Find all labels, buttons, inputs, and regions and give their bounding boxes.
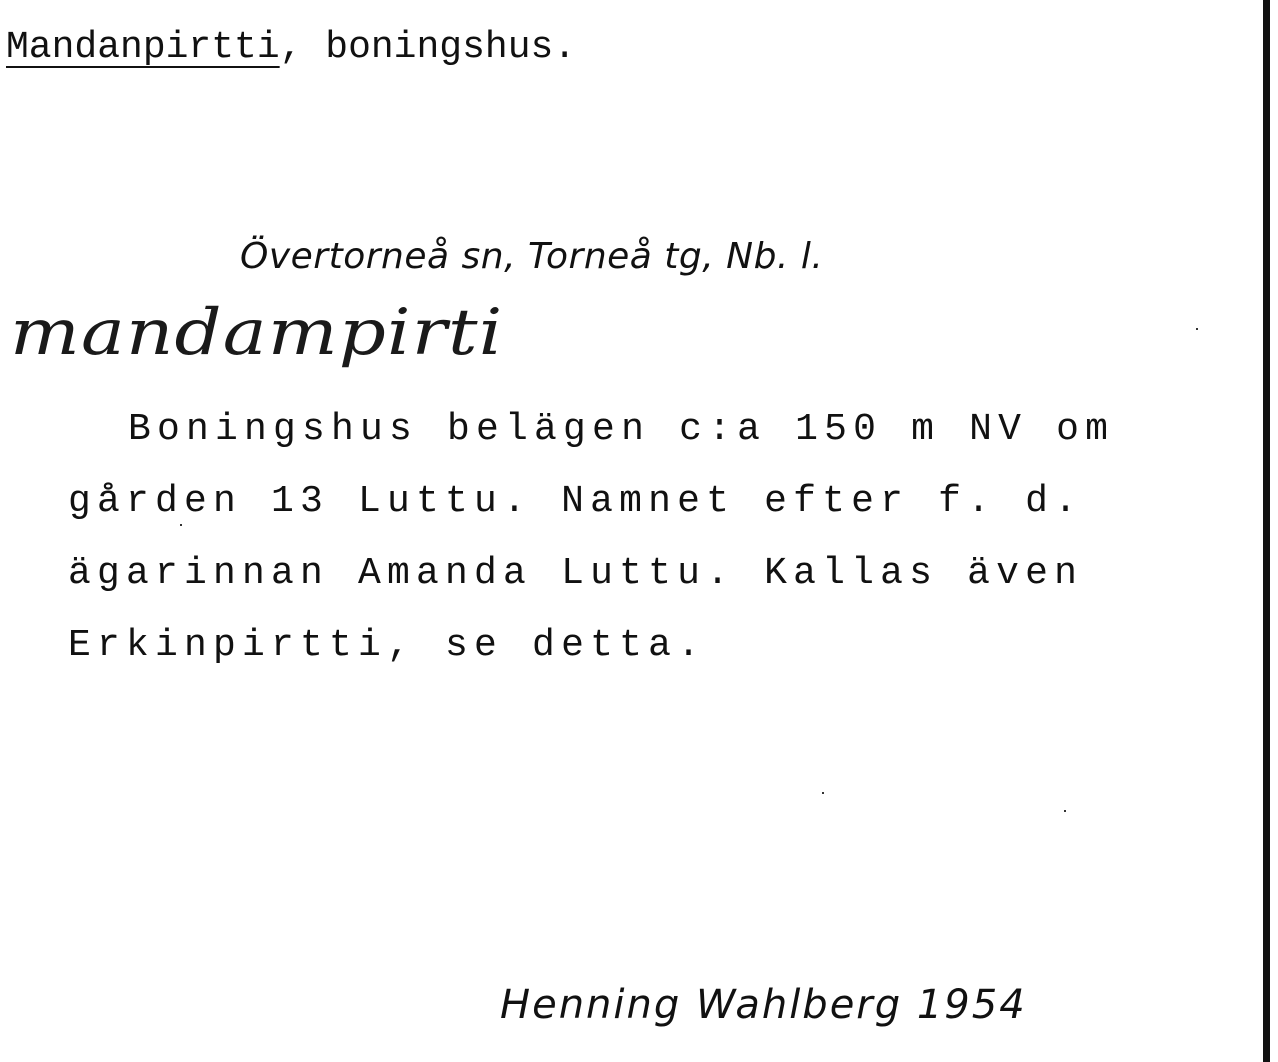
body-line-1: Boningshus belägen c:a 150 m NV om xyxy=(128,408,1115,451)
heading-place-name: Mandanpirtti xyxy=(6,26,280,69)
speck xyxy=(822,792,824,794)
speck xyxy=(180,524,182,526)
body-line-2: gården 13 Luttu. Namnet efter f. d. xyxy=(68,480,1084,523)
body-line-4: Erkinpirtti, se detta. xyxy=(68,624,707,667)
location-line: Övertorneå sn, Torneå tg, Nb. l. xyxy=(240,236,824,277)
speck xyxy=(1196,328,1198,330)
body-line-3: ägarinnan Amanda Luttu. Kallas även xyxy=(68,552,1084,595)
card-edge-border xyxy=(1263,0,1270,1062)
signature: Henning Wahlberg 1954 xyxy=(500,982,1027,1028)
handwritten-name: mandampirti xyxy=(10,296,504,370)
card-heading xyxy=(6,26,576,69)
heading-descriptor: , boningshus. xyxy=(279,26,577,69)
speck xyxy=(1064,810,1066,812)
